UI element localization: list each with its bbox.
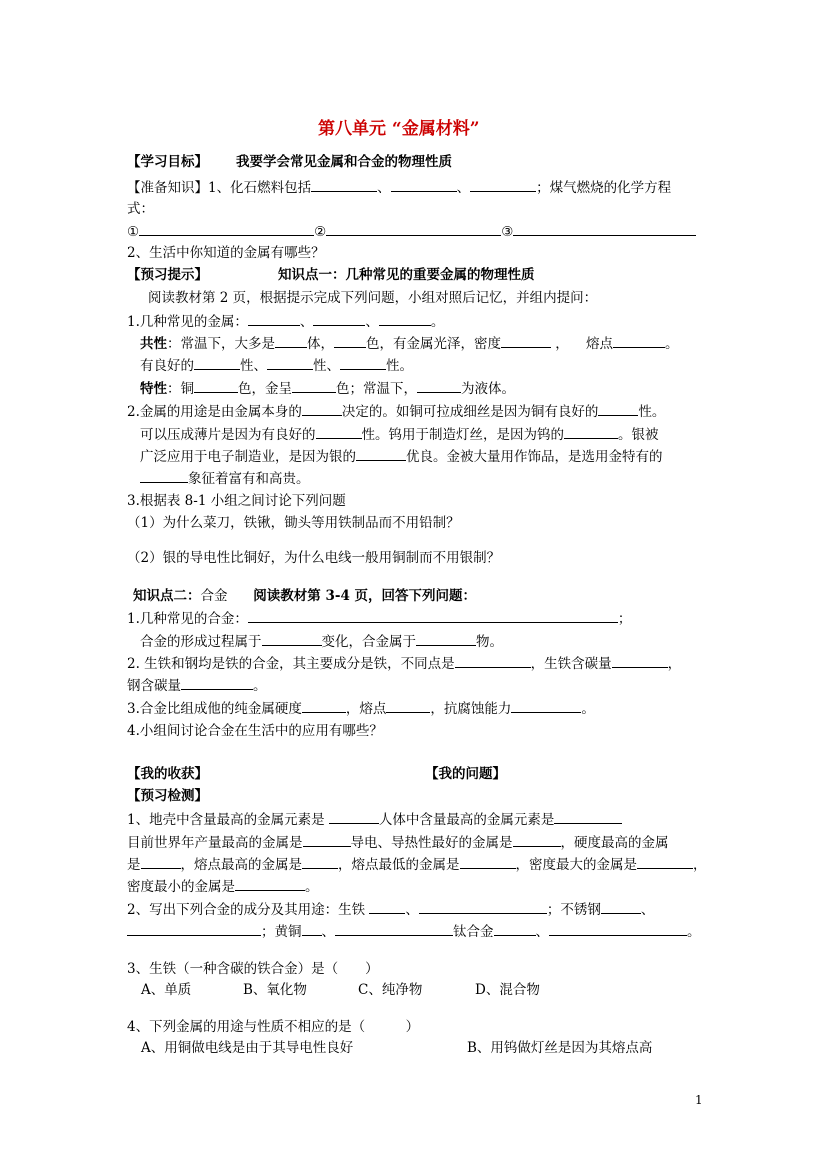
fill-blank[interactable] (356, 447, 406, 461)
fill-blank[interactable] (340, 356, 386, 370)
fill-blank[interactable] (601, 900, 641, 914)
text-line: 3.根据表 8-1 小组之间讨论下列问题 (127, 493, 346, 509)
question-line: 是 ，熔点最高的金属是 ，熔点最低的金属是 ，密度最大的金属是 ， (127, 857, 707, 873)
fill-blank[interactable] (262, 632, 322, 646)
question-line: 密度最小的金属是 。 (127, 879, 319, 895)
question-line: 合金的形成过程属于 变化，合金属于 物。 (140, 634, 503, 650)
option-a: A、用铜做电线是由于其导电性良好 (141, 1040, 354, 1056)
option-b: B、氧化物 (243, 982, 307, 998)
question-line: 有良好的 性、 性、 性。 (140, 358, 413, 374)
fill-blank[interactable] (329, 810, 379, 824)
question-line: 共性：常温下，大多是 体， 色，有金属光泽，密度 ， 熔点 。 (140, 336, 679, 352)
text-line: （2）银的导电性比铜好，为什么电线一般用铜制而不用银制？ (127, 550, 501, 566)
question-line: 1.几种常见的合金： ； (127, 611, 632, 627)
fill-blank[interactable] (302, 855, 338, 869)
equation-blanks-line: ① ② ③ (127, 222, 696, 241)
fill-blank[interactable] (267, 356, 313, 370)
question-line: 2.金属的用途是由金属本身的 决定的。如铜可拉成细丝是因为铜有良好的 性。 (127, 404, 666, 420)
fill-blank[interactable] (139, 222, 314, 236)
fill-blank[interactable] (455, 654, 531, 668)
question-line: 1.几种常见的金属： 、 、 。 (127, 314, 445, 330)
section-label-preview: 【预习提示】 (127, 267, 208, 283)
option-a: A、单质 (141, 982, 192, 998)
page-title: 第八单元 “金属材料” (318, 119, 480, 139)
fill-blank[interactable] (598, 402, 638, 416)
fill-blank[interactable] (470, 178, 536, 192)
question-line: 2. 生铁和钢均是铁的合金，其主要成分是铁，不同点是 ，生铁含碳量 ， (127, 656, 682, 672)
fill-blank[interactable] (326, 222, 501, 236)
fill-blank[interactable] (612, 654, 668, 668)
fill-blank[interactable] (494, 922, 536, 936)
question-line: 目前世界年产量最高的金属是 导电、导热性最好的金属是 ，硬度最高的金属 (127, 835, 669, 851)
fill-blank[interactable] (511, 699, 581, 713)
fill-blank[interactable] (235, 877, 305, 891)
fill-blank[interactable] (248, 312, 300, 326)
text-line: 式： (127, 201, 154, 217)
fill-blank[interactable] (637, 855, 693, 869)
text-line: 4.小组间讨论合金在生活中的应用有哪些？ (127, 723, 383, 739)
fill-blank[interactable] (369, 900, 405, 914)
fill-blank[interactable] (564, 425, 618, 439)
fill-blank[interactable] (501, 334, 551, 348)
goals-text: 我要学会常见金属和合金的物理性质 (236, 154, 452, 170)
fill-blank[interactable] (302, 402, 342, 416)
fill-blank[interactable] (141, 855, 181, 869)
prep-knowledge-line: 【准备知识】1、化石燃料包括 、 、 ；煤气燃烧的化学方程 (127, 180, 672, 196)
fill-blank[interactable] (302, 922, 322, 936)
section-label-gains: 【我的收获】 (127, 766, 208, 782)
fill-blank[interactable] (311, 178, 377, 192)
fill-blank[interactable] (549, 922, 687, 936)
fill-blank[interactable] (513, 222, 696, 236)
option-b: B、用钨做灯丝是因为其熔点高 (467, 1040, 653, 1056)
section-label-questions: 【我的问题】 (425, 766, 506, 782)
fill-blank[interactable] (194, 379, 238, 393)
question-line: 3.合金比组成他的纯金属硬度 ，熔点 ，抗腐蚀能力 。 (127, 701, 595, 717)
section-label-goals: 【学习目标】 (127, 154, 208, 170)
section-label-test: 【预习检测】 (127, 788, 208, 804)
question-line: 象征着富有和高贵。 (140, 469, 310, 488)
option-d: D、混合物 (475, 982, 540, 998)
fill-blank[interactable] (181, 676, 253, 690)
fill-blank[interactable] (302, 699, 346, 713)
fill-blank[interactable] (334, 334, 366, 348)
fill-blank[interactable] (419, 900, 547, 914)
question-line: 可以压成薄片是因为有良好的 性。钨用于制造灯丝，是因为钨的 。银被 (140, 427, 659, 443)
fill-blank[interactable] (554, 810, 622, 824)
question-line: 4、下列金属的用途与性质不相应的是（ ） (127, 1019, 420, 1035)
question-line: 钢含碳量 。 (127, 678, 267, 694)
fill-blank[interactable] (391, 178, 457, 192)
question-line: 1、地壳中含量最高的金属元素是 人体中含量最高的金属元素是 (127, 810, 622, 829)
page-number: 1 (695, 1093, 703, 1107)
question-line: ；黄铜 、 钛合金 、 。 (127, 922, 701, 941)
fill-blank[interactable] (613, 334, 665, 348)
fill-blank[interactable] (303, 833, 351, 847)
fill-blank[interactable] (275, 334, 307, 348)
fill-blank[interactable] (335, 922, 453, 936)
fill-blank[interactable] (313, 312, 365, 326)
question-line: 2、写出下列合金的成分及其用途：生铁 、 ；不锈钢 、 (127, 902, 655, 918)
text-line: （1）为什么菜刀，铁锹，锄头等用铁制品而不用铅制？ (127, 515, 460, 531)
fill-blank[interactable] (379, 312, 431, 326)
fill-blank[interactable] (416, 632, 476, 646)
text-line: 2、生活中你知道的金属有哪些？ (127, 245, 325, 261)
fill-blank[interactable] (460, 855, 516, 869)
fill-blank[interactable] (417, 379, 461, 393)
fill-blank[interactable] (127, 922, 261, 936)
fill-blank[interactable] (194, 356, 240, 370)
knowledge-point-1: 知识点一：几种常见的重要金属的物理性质 (278, 267, 535, 283)
fill-blank[interactable] (248, 609, 618, 623)
fill-blank[interactable] (316, 425, 362, 439)
fill-blank[interactable] (386, 699, 430, 713)
option-c: C、纯净物 (358, 982, 423, 998)
text-line: 阅读教材第 2 页，根据提示完成下列问题，小组对照后记忆，并组内提问： (148, 290, 598, 306)
question-line: 广泛应用于电子制造业，是因为银的 优良。金被大量用作饰品，是选用金特有的 (140, 449, 663, 465)
fill-blank[interactable] (292, 379, 336, 393)
knowledge-point-2: 知识点二：合金 阅读教材第 3-4 页，回答下列问题： (133, 588, 477, 604)
question-line: 3、生铁（一种含碳的铁合金）是（ ） (127, 961, 379, 977)
fill-blank[interactable] (140, 469, 188, 483)
fill-blank[interactable] (513, 833, 561, 847)
question-line: 特性：铜 色，金呈 色；常温下， 为液体。 (140, 381, 515, 397)
